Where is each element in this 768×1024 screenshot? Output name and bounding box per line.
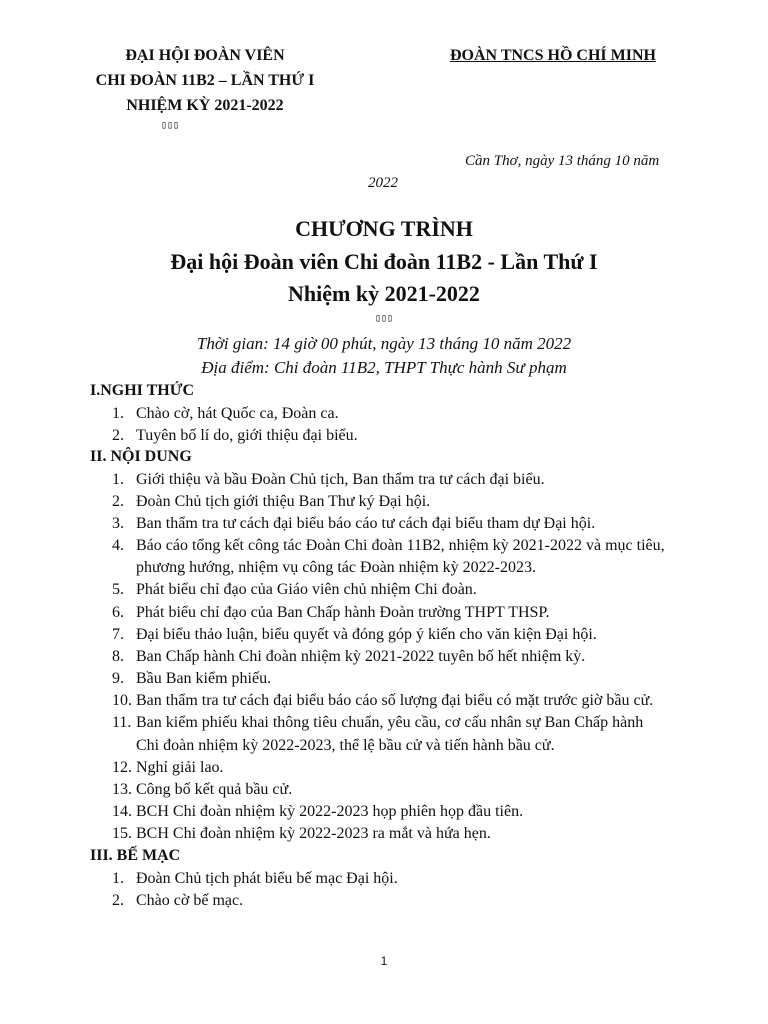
union-heading: ĐOÀN TNCS HỒ CHÍ MINH [450,47,656,64]
section-title: I.NGHI THỨC [90,382,195,399]
item-text: Chào cờ bế mạc. [136,892,244,909]
item-text: Tuyên bố lí do, giới thiệu đại biểu. [136,427,358,444]
meeting-place: Địa điểm: Chi đoàn 11B2, THPT Thực hành Sư phạm [201,358,567,377]
item-text: BCH Chi đoàn nhiệm kỳ 2022-2023 họp phiên họp đầu tiên. [136,803,524,820]
item-text: Báo cáo tổng kết công tác Đoàn Chi đoàn 11B2, nhiệm kỳ 2021-2022 và mục tiêu, [136,537,665,554]
item-text: Giới thiệu và bầu Đoàn Chủ tịch, Ban thẩm tra tư cách đại biểu. [136,471,545,488]
item-text: Ban thẩm tra tư cách đại biểu báo cáo tư cách đại biểu tham dự Đại hội. [136,515,596,532]
date-line-1: Cần Thơ, ngày 13 tháng 10 năm [465,153,660,169]
section-title: III. BẾ MẠC [90,847,181,864]
item-text: phương hướng, nhiệm vụ công tác Đoàn nhiệm kỳ 2022-2023. [136,559,536,576]
item-text: Chào cờ, hát Quốc ca, Đoàn ca. [136,405,339,422]
item-number: 10. [112,692,132,709]
item-number: 2. [112,892,124,909]
date-line-2: 2022 [368,175,398,191]
organizer-line-3: NHIỆM KỲ 2021-2022 [126,97,284,114]
item-number: 1. [112,870,124,887]
item-text: Ban Chấp hành Chi đoàn nhiệm kỳ 2021-2022 tuyên bố hết nhiệm kỳ. [136,648,586,665]
item-number: 13. [112,781,132,798]
item-text: Đoàn Chủ tịch phát biểu bế mạc Đại hội. [136,870,398,887]
item-number: 2. [112,427,124,444]
item-text: Phát biểu chỉ đạo của Ban Chấp hành Đoàn trường THPT THSP. [136,604,550,621]
item-number: 7. [112,626,124,643]
item-text: Ban kiểm phiếu khai thông tiêu chuẩn, yêu cầu, cơ cấu nhân sự Ban Chấp hành [136,714,644,731]
item-number: 14. [112,803,132,820]
item-number: 11. [112,714,132,731]
item-number: 15. [112,825,132,842]
item-number: 1. [112,405,124,422]
document-title: CHƯƠNG TRÌNH [295,216,473,241]
item-number: 4. [112,537,124,554]
item-text: Công bố kết quả bầu cử. [136,781,293,798]
item-text: BCH Chi đoàn nhiệm kỳ 2022-2023 ra mắt và hứa hẹn. [136,825,491,842]
item-text: Chi đoàn nhiệm kỳ 2022-2023, thể lệ bầu cử và tiến hành bầu cử. [136,737,555,754]
organizer-line-1: ĐẠI HỘI ĐOÀN VIÊN [125,47,285,64]
page-number: 1 [380,954,388,968]
item-number: 8. [112,648,124,665]
item-number: 5. [112,581,124,598]
item-text: Bầu Ban kiểm phiếu. [136,670,272,687]
item-number: 9. [112,670,124,687]
organizer-line-2: CHI ĐOÀN 11B2 – LẦN THỨ I [95,72,315,89]
ornament-icon: ▯▯▯ [160,120,180,131]
item-number: 3. [112,515,124,532]
term-title: Nhiệm kỳ 2021-2022 [288,281,480,306]
item-text: Đoàn Chủ tịch giới thiệu Ban Thư ký Đại hội. [136,493,431,510]
item-number: 2. [112,493,124,510]
item-number: 6. [112,604,124,621]
item-number: 1. [112,471,124,488]
item-text: Nghỉ giải lao. [136,759,224,776]
organizer-heading [60,43,350,134]
section-title: II. NỘI DUNG [90,448,192,465]
item-text: Phát biểu chỉ đạo của Giáo viên chủ nhiệm Chi đoàn. [136,581,477,598]
document-subtitle: Đại hội Đoàn viên Chi đoàn 11B2 - Lần Thứ I [170,249,598,274]
ornament-icon: ▯▯▯ [374,313,394,324]
item-text: Đại biểu thảo luận, biểu quyết và đóng góp ý kiến cho văn kiện Đại hội. [136,626,597,643]
item-text: Ban thẩm tra tư cách đại biểu báo cáo số lượng đại biểu có mặt trước giờ bầu cử. [136,692,654,709]
item-number: 12. [112,759,132,776]
meeting-time: Thời gian: 14 giờ 00 phút, ngày 13 tháng 10 năm 2022 [196,334,572,353]
